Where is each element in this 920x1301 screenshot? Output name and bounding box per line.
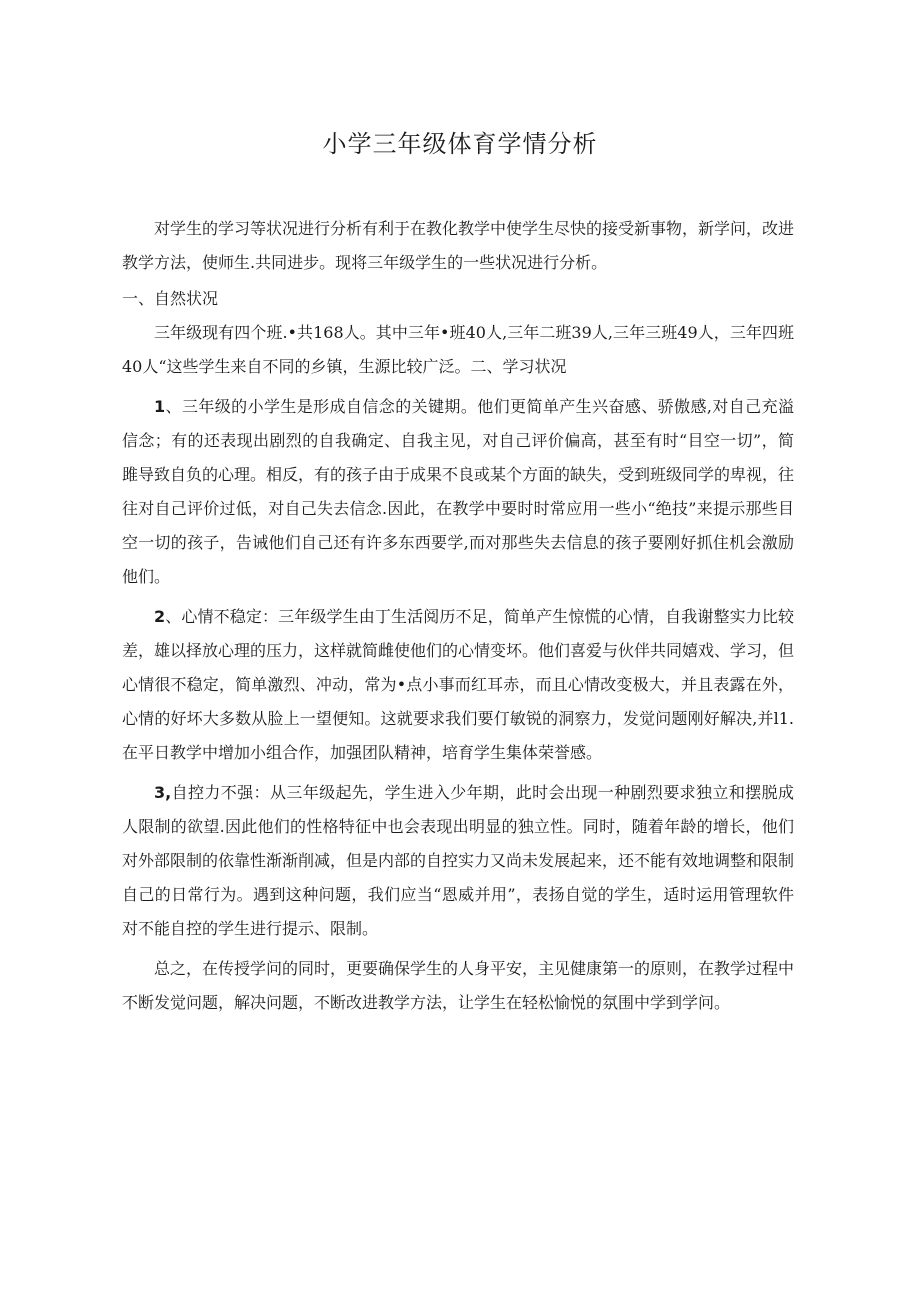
- item-1-text: 、三年级的小学生是形成自信念的关键期。他们更简单产生兴奋感、骄傲感,对自己充溢信念；有的还表现出剧烈的自我确定、自我主见，对自己评价偏高，甚至有时“目空一切”，简雎导致自负的心理。相反，有的孩子由于成果不良或某个方面的缺失，受到班级同学的卑视，往往对自己评价过低，对自己失去信念.因此，在教学中要时时常应用一些小“绝技”来提示那些目空一切的孩子，告诫他们自己还有许多东西要学,而对那些失去信息的孩子要刚好抓住机会激励他们。: [122, 397, 795, 586]
- section-heading-natural: 一、自然状况: [122, 289, 219, 308]
- item-2-text: 、心情不稳定：三年级学生由丁生活阅历不足，简单产生惊慌的心情，自我谢整实力比较差，雄以择放心理的压力，这样就简雌使他们的心情变坏。他们喜爱与伙伴共同嬉戏、学习，但心情很不稳定，简单激烈、冲动，常为•点小事而红耳赤，而且心情改变极大，并且表露在外，心情的好坏大多数从脸上一望便知。这就要求我们要仃敏锐的洞察力，发觉问题刚好解决,并l1.在平日教学中增加小组合作，加强团队精神，培育学生集体荣誉感。: [122, 607, 795, 762]
- item-1-number: 1: [154, 397, 166, 416]
- item-3-paragraph: [122, 776, 794, 946]
- document-body: [122, 212, 794, 1022]
- item-2-paragraph: [122, 600, 794, 770]
- item-3-text: 自控力不强：从三年级起先，学生进入少年期，此时会出现一种剧烈要求独立和摆脱成人限制的欲望.因此他们的性格特征中也会表现出明显的独立性。同时，随着年龄的增长，他们对外部限制的依靠性渐渐削减，但是内部的自控实力又尚未发展起来，还不能有效地调整和限制自己的日常行为。遇到这种问题，我们应当“恩威并用”，表扬自觉的学生，适时运用管理软件对不能自控的学生进行提示、限制。: [122, 783, 795, 938]
- document-title: 小学三年级体育学情分析: [322, 130, 598, 158]
- natural-status-paragraph: 三年级现有四个班.•共168人。其中三年•班40人,三年二班39人,三年三班49人，三年四班40人“这些学生来自不同的乡镇，生源比较广泛。二、学习状况: [122, 323, 794, 376]
- intro-paragraph: 对学生的学习等状况进行分析有利于在教化教学中使学生尽快的接受新事物，新学问，改进教学方法，使师生.共同进步。现将三年级学生的一些状况进行分析。: [122, 219, 795, 272]
- conclusion-paragraph: 总之，在传授学问的同时，更要确保学生的人身平安，主见健康第一的原则，在教学过程中不断发觉问题，解决问题，不断改进教学方法，让学生在轻松愉悦的氛围中学到学问。: [122, 959, 795, 1012]
- item-2-number: 2: [154, 607, 166, 626]
- item-3-number: 3,: [154, 783, 172, 802]
- item-1-paragraph: [122, 390, 794, 594]
